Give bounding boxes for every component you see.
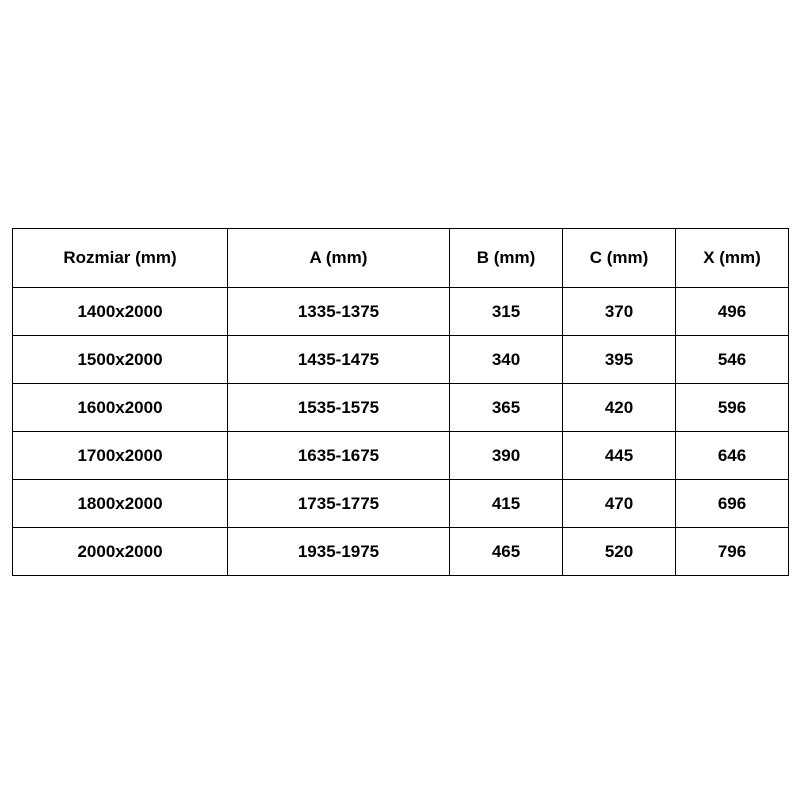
cell-size: 1700x2000 — [13, 432, 228, 480]
cell-b: 340 — [450, 336, 563, 384]
column-header-c: C (mm) — [563, 229, 676, 288]
table-row — [13, 384, 789, 432]
cell-x: 496 — [676, 288, 789, 336]
cell-b: 465 — [450, 528, 563, 576]
cell-a: 1535-1575 — [228, 384, 450, 432]
column-header-b: B (mm) — [450, 229, 563, 288]
cell-b: 415 — [450, 480, 563, 528]
cell-a: 1335-1375 — [228, 288, 450, 336]
cell-x: 596 — [676, 384, 789, 432]
cell-size: 1400x2000 — [13, 288, 228, 336]
cell-x: 546 — [676, 336, 789, 384]
size-specification-table-container — [12, 228, 788, 576]
size-specification-table — [12, 228, 789, 576]
cell-b: 390 — [450, 432, 563, 480]
cell-c: 470 — [563, 480, 676, 528]
cell-x: 796 — [676, 528, 789, 576]
cell-c: 370 — [563, 288, 676, 336]
table-row — [13, 336, 789, 384]
table-row — [13, 432, 789, 480]
table-header-row — [13, 229, 789, 288]
cell-x: 646 — [676, 432, 789, 480]
column-header-a: A (mm) — [228, 229, 450, 288]
cell-c: 420 — [563, 384, 676, 432]
cell-a: 1735-1775 — [228, 480, 450, 528]
cell-a: 1435-1475 — [228, 336, 450, 384]
cell-x: 696 — [676, 480, 789, 528]
cell-b: 365 — [450, 384, 563, 432]
table-row — [13, 528, 789, 576]
table-row — [13, 480, 789, 528]
cell-c: 395 — [563, 336, 676, 384]
table-row — [13, 288, 789, 336]
column-header-x: X (mm) — [676, 229, 789, 288]
cell-b: 315 — [450, 288, 563, 336]
cell-size: 2000x2000 — [13, 528, 228, 576]
cell-size: 1800x2000 — [13, 480, 228, 528]
cell-a: 1635-1675 — [228, 432, 450, 480]
cell-a: 1935-1975 — [228, 528, 450, 576]
cell-size: 1500x2000 — [13, 336, 228, 384]
cell-c: 520 — [563, 528, 676, 576]
cell-size: 1600x2000 — [13, 384, 228, 432]
column-header-size: Rozmiar (mm) — [13, 229, 228, 288]
cell-c: 445 — [563, 432, 676, 480]
